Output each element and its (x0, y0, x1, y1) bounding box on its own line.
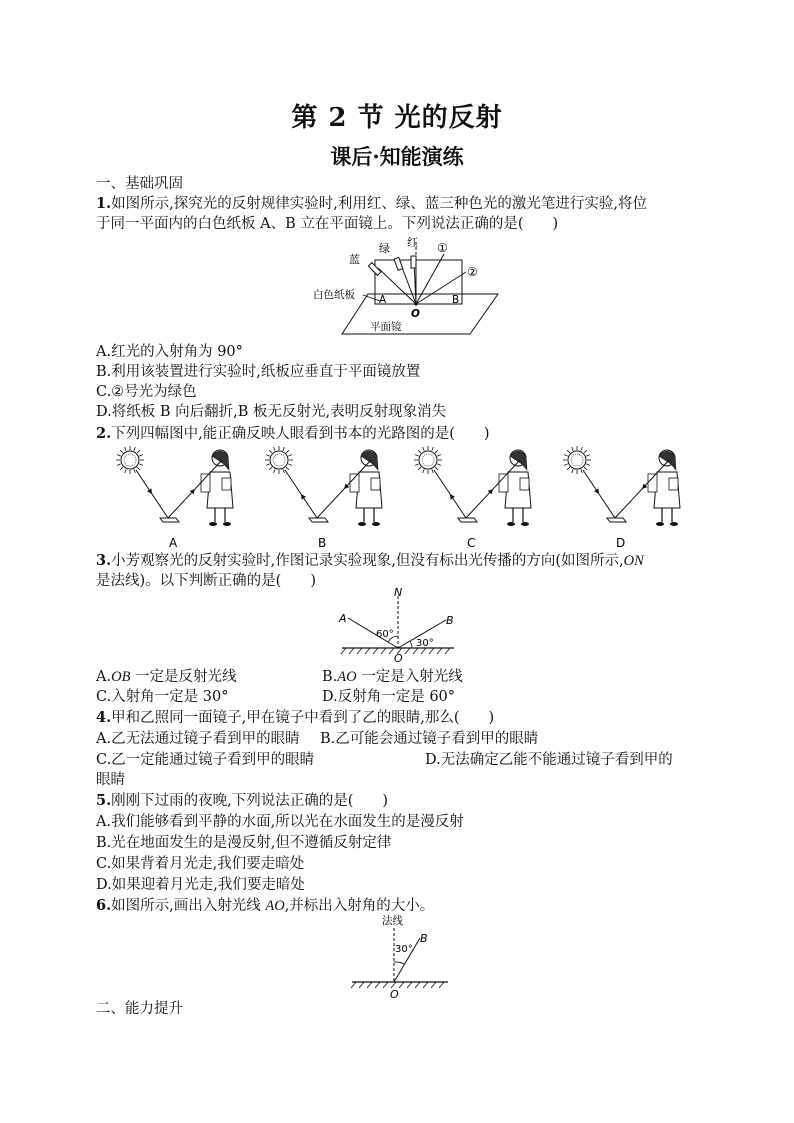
label-60: 60° (376, 629, 394, 640)
arc-30 (410, 641, 412, 648)
label-n: N (394, 586, 403, 599)
sun-ray (586, 464, 590, 466)
section-heading-advanced: 二、能力提升 (96, 1001, 183, 1017)
q2-panel-d (563, 446, 680, 526)
girl-shoe (670, 522, 678, 526)
sun-ray (139, 464, 143, 466)
section-heading-basic: 一、基础巩固 (96, 176, 183, 192)
sun-ray (274, 469, 276, 473)
sun-ray (125, 469, 127, 473)
sun-ray (432, 447, 434, 451)
girl-backpack (201, 474, 210, 492)
q4-option-c[interactable]: C.乙一定能通过镜子看到甲的眼睛 (96, 752, 315, 768)
sun-ray (288, 455, 292, 457)
label-mirror: 平面镜 (370, 321, 402, 333)
q5-text: 刚刚下过雨的夜晚,下列说法正确的是( ) (111, 793, 389, 809)
q1-figure-mirror-experiment (300, 232, 510, 340)
sun-ray (581, 469, 583, 473)
label-blue: 蓝 (349, 253, 360, 266)
q2-figure-four-diagrams (100, 442, 700, 552)
q5-option-a[interactable]: A.我们能够看到平静的水面,所以光在水面发生的是漫反射 (96, 814, 464, 830)
q4-option-b[interactable]: B.乙可能会通过镜子看到甲的眼睛 (320, 731, 539, 747)
q1-number: 1. (96, 195, 112, 212)
girl-shoe (656, 522, 664, 526)
sun-ray (586, 455, 590, 457)
laser-pen-green (394, 257, 403, 270)
q5-stem (96, 791, 388, 811)
girl-shoe (507, 522, 515, 526)
girl-book (222, 478, 231, 490)
q5-option-c[interactable]: C.如果背着月光走,我们要走暗处 (96, 856, 305, 872)
sun-ray (117, 464, 121, 466)
girl-book (520, 478, 529, 490)
q4-text: 甲和乙照同一面镜子,甲在镜子中看到了乙的眼睛,那么( ) (111, 710, 495, 726)
label-white-board: 白色纸板 (313, 289, 355, 301)
q6-text-a: 如图所示,画出入射光线 (111, 898, 266, 914)
reflected-ray-1 (416, 254, 444, 304)
sun-ray (120, 467, 123, 470)
label-b: B (452, 294, 460, 306)
q2-label-d: D (616, 536, 626, 550)
girl-backpack (350, 474, 359, 492)
q1-option-b[interactable]: B.利用该装置进行实验时,纸板应垂直于平面镜放置 (96, 364, 421, 380)
page-title: 第 2 节 光的反射 (291, 103, 503, 133)
label-ray-one: ① (437, 241, 448, 255)
book-icon (458, 518, 477, 522)
sun-ray (437, 464, 441, 466)
sun-ray (567, 467, 570, 470)
q4-stem (96, 708, 494, 728)
q1-option-c[interactable]: C.②号光为绿色 (96, 384, 197, 400)
girl-backpack (648, 474, 657, 492)
q3-option-d[interactable]: D.反射角一定是 60° (322, 689, 456, 705)
sun-ray (584, 467, 587, 470)
sun-ray (139, 455, 143, 457)
label-30: 30° (395, 944, 413, 955)
q4-option-a[interactable]: A.乙无法通过镜子看到甲的眼睛 (96, 731, 300, 747)
book-icon (160, 518, 179, 522)
q3-text-1: 小芳观察光的反射实验时,作图记录实验现象,但没有标出光传播的方向(如图所示, (111, 553, 624, 569)
sun-ray (125, 447, 127, 451)
sun-ray (437, 455, 441, 457)
sun-ray (435, 450, 438, 453)
q1-option-a[interactable]: A.红光的入射角为 90° (96, 344, 243, 360)
sun-ray (266, 464, 270, 466)
sun-ray (581, 447, 583, 451)
q3-text-on: ON (623, 553, 644, 569)
label-o: O (390, 988, 399, 1001)
sun-ray (134, 469, 136, 473)
q3-b-ital: AO (337, 669, 357, 685)
q6-text-ao: AO (265, 898, 285, 914)
sun-ray (288, 464, 292, 466)
label-a: A (339, 612, 347, 625)
sun-ray (415, 464, 419, 466)
q3-option-b[interactable] (322, 667, 463, 687)
sun-ray (584, 450, 587, 453)
sun-ray (117, 455, 121, 457)
arrow (301, 494, 306, 500)
sun-ray (432, 469, 434, 473)
label-ray-two: ② (467, 265, 478, 279)
q1-stem-line2: 于同一平面内的白色纸板 A、B 立在平面镜上。下列说法正确的是( ) (96, 216, 559, 232)
sun-ray (137, 467, 140, 470)
sun-ray (286, 450, 289, 453)
label-a: A (379, 294, 387, 306)
label-b: B (446, 614, 454, 627)
mirror-plane (342, 294, 498, 334)
label-o: O (394, 652, 403, 665)
label-normal: 法线 (382, 915, 403, 927)
girl-shoe (209, 522, 217, 526)
q3-option-a[interactable] (96, 667, 237, 687)
q3-figure-reflection (330, 586, 470, 666)
sun-ray (572, 447, 574, 451)
sun-ray (269, 450, 272, 453)
q1-text-1: 如图所示,探究光的反射规律实验时,利用红、绿、蓝三种色光的激光笔进行实验,将位 (111, 196, 647, 212)
q5-option-d[interactable]: D.如果迎着月光走,我们要走暗处 (96, 877, 305, 893)
arc-30 (394, 962, 404, 964)
q2-panel-a (116, 446, 233, 526)
q3-a-ital: OB (111, 669, 131, 685)
q1-stem-line1 (96, 194, 647, 214)
sun-ray (564, 464, 568, 466)
girl-shoe (521, 522, 529, 526)
q6-figure-reflection (340, 912, 460, 1002)
page-subtitle: 课后·知能演练 (330, 144, 464, 169)
laser-pen-red (411, 256, 416, 268)
arrow (450, 494, 455, 500)
label-red: 红 (407, 236, 418, 249)
book-icon (607, 518, 626, 522)
q4-option-d-cont: 眼睛 (96, 772, 125, 788)
q2-stem (96, 424, 490, 444)
q2-label-b: B (318, 536, 327, 550)
q3-number: 3. (96, 552, 112, 569)
q1-option-d[interactable]: D.将纸板 B 向后翻折,B 板无反射光,表明反射现象消失 (96, 404, 447, 420)
q3-stem-line2: 是法线)。以下判断正确的是( ) (96, 573, 316, 589)
girl-shoe (223, 522, 231, 526)
q3-option-c[interactable]: C.入射角一定是 30° (96, 689, 229, 705)
q2-panel-c (414, 446, 531, 526)
label-green: 绿 (379, 242, 390, 255)
sun-ray (567, 450, 570, 453)
q4-number: 4. (96, 709, 112, 726)
label-30: 30° (416, 638, 434, 649)
q2-panel-b (265, 446, 382, 526)
sun-ray (120, 450, 123, 453)
sun-ray (269, 467, 272, 470)
book-icon (309, 518, 328, 522)
girl-backpack (499, 474, 508, 492)
q2-text: 下列四幅图中,能正确反映人眼看到书本的光路图的是( ) (111, 426, 490, 442)
q2-label-a: A (169, 536, 178, 550)
sun-ray (134, 447, 136, 451)
q3-a-post: 一定是反射光线 (130, 669, 237, 685)
sun-ray (137, 450, 140, 453)
girl-book (371, 478, 380, 490)
q2-label-c: C (467, 536, 476, 550)
sun-ray (274, 447, 276, 451)
sun-ray (415, 455, 419, 457)
sun-ray (572, 469, 574, 473)
sun-ray (423, 469, 425, 473)
sun-ray (283, 469, 285, 473)
sun-ray (283, 447, 285, 451)
sun-ray (423, 447, 425, 451)
sun-ray (286, 467, 289, 470)
q5-option-b[interactable]: B.光在地面发生的是漫反射,但不遵循反射定律 (96, 835, 392, 851)
sun-ray (418, 450, 421, 453)
sun-ray (435, 467, 438, 470)
q3-b-post: 一定是入射光线 (356, 669, 463, 685)
q2-number: 2. (96, 425, 112, 442)
q4-option-d[interactable]: D.无法确定乙能不能通过镜子看到甲的 (425, 752, 673, 768)
q5-number: 5. (96, 792, 112, 809)
arrow (147, 488, 152, 494)
girl-shoe (358, 522, 366, 526)
arrow (594, 488, 599, 494)
sun-ray (418, 467, 421, 470)
q3-a-pre: A. (96, 669, 112, 685)
girl-shoe (372, 522, 380, 526)
girl-book (669, 478, 678, 490)
label-b: B (420, 932, 428, 945)
sun-ray (266, 455, 270, 457)
q6-text-b: ,并标出入射角的大小。 (284, 898, 435, 914)
label-o: O (411, 308, 420, 320)
sun-icon (121, 451, 139, 469)
incidence-point (414, 302, 417, 305)
q3-b-pre: B. (322, 669, 338, 685)
q3-stem-line1 (96, 551, 644, 571)
q6-number: 6. (96, 897, 112, 914)
sun-ray (564, 455, 568, 457)
